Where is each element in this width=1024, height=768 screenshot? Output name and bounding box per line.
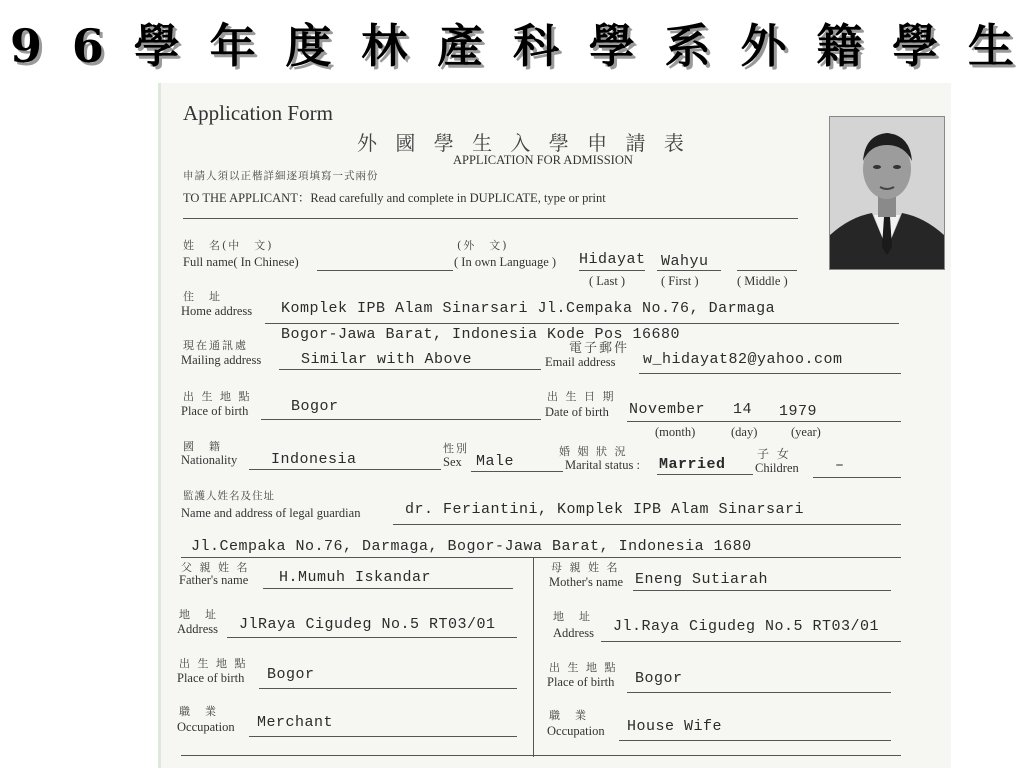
father-birth-label-en: Place of birth [177, 671, 245, 685]
year-label: (year) [791, 425, 821, 439]
slide-title [0, 14, 1024, 78]
mother-birth-rule [627, 692, 891, 693]
home-address-line2: Bogor-Jawa Barat, Indonesia Kode Pos 16680 [281, 326, 681, 343]
birthplace-rule [261, 419, 541, 420]
title-char: 生 [968, 19, 1014, 73]
first-label: ( First ) [661, 274, 699, 288]
home-label-cn: 住 址 [183, 290, 222, 303]
guardian-line2: Jl.Cempaka No.76, Darmaga, Bogor-Jawa Barat, Indonesia 1680 [191, 538, 752, 555]
birthdate-rule [627, 421, 901, 422]
own-language-label-cn: (外 文) [457, 239, 509, 252]
parents-divider [533, 557, 534, 757]
birthdate-label-cn: 出 生 日 期 [547, 390, 616, 403]
email-label-cn: 電子郵件 [569, 341, 630, 356]
father-occupation-label-cn: 職 業 [179, 705, 218, 718]
guardian-rule2 [181, 557, 901, 558]
sex-value: Male [476, 453, 515, 470]
email-value: w_hidayat82@yahoo.com [643, 351, 843, 368]
guardian-line1: dr. Feriantini, Komplek IPB Alam Sinarsari [405, 501, 805, 518]
title-char: 9 [10, 19, 43, 73]
nationality-label-cn: 國 籍 [183, 440, 222, 453]
nationality-value: Indonesia [271, 451, 357, 468]
mailing-label-cn: 現在通訊處 [183, 339, 248, 352]
home-address-rule [265, 323, 899, 324]
marital-label-en: Marital status : [565, 458, 640, 472]
title-char: 系 [664, 19, 711, 73]
mother-name-rule [633, 590, 891, 591]
form-subtitle: APPLICATION FOR ADMISSION [453, 153, 633, 167]
mother-birth-value: Bogor [635, 670, 683, 687]
title-char: 產 [437, 19, 484, 73]
sex-label-en: Sex [443, 455, 462, 469]
marital-rule [657, 474, 753, 475]
middle-name-line [737, 270, 797, 271]
mother-address-label-cn: 地 址 [553, 610, 592, 623]
birth-year-value: 1979 [779, 403, 818, 420]
father-name-rule [263, 588, 513, 589]
title-char: 度 [285, 19, 332, 73]
mother-name-label-cn: 母 親 姓 名 [551, 561, 620, 574]
sex-label-cn: 性別 [443, 442, 469, 455]
marital-label-cn: 婚 姻 狀 況 [559, 445, 628, 458]
title-char: 科 [512, 19, 559, 73]
middle-label: ( Middle ) [737, 274, 788, 288]
mother-birth-label-en: Place of birth [547, 675, 615, 689]
birth-month-value: November [629, 401, 706, 418]
sex-rule [471, 471, 563, 472]
title-char: 6 [71, 19, 104, 73]
form-bottom-rule [181, 755, 901, 756]
mailing-label-en: Mailing address [181, 353, 262, 367]
father-address-value: JlRaya Cigudeg No.5 RT03/01 [239, 616, 496, 633]
application-form-scan [158, 83, 951, 768]
guardian-label-cn: 監護人姓名及住址 [183, 490, 275, 502]
father-address-rule [227, 637, 517, 638]
last-name-line [579, 270, 645, 271]
email-label-en: Email address [545, 355, 616, 369]
form-title-en: Application Form [183, 101, 333, 125]
mother-occupation-label-cn: 職 業 [549, 709, 588, 722]
title-char: 學 [892, 19, 939, 73]
children-label-en: Children [755, 461, 799, 475]
father-address-label-en: Address [177, 622, 218, 636]
birth-day-value: 14 [733, 401, 753, 418]
instructions-cn: 申請人須以正楷詳細逐項填寫一式兩份 [183, 170, 379, 182]
title-char: 學 [133, 19, 180, 73]
father-occupation-value: Merchant [257, 714, 334, 731]
day-label: (day) [731, 425, 758, 439]
home-address-line1: Komplek IPB Alam Sinarsari Jl.Cempaka No.76, Darmaga [281, 300, 776, 317]
name-label-en: Full name( In Chinese) [183, 255, 299, 269]
father-name-value: H.Mumuh Iskandar [279, 569, 432, 586]
birthdate-label-en: Date of birth [545, 405, 609, 419]
birthplace-label-en: Place of birth [181, 404, 249, 418]
children-value: – [835, 457, 845, 474]
first-name-line [657, 270, 721, 271]
marital-value: Married [659, 456, 726, 473]
father-address-label-cn: 地 址 [179, 608, 218, 621]
father-birth-rule [259, 688, 517, 689]
father-name-label-en: Father's name [179, 573, 249, 587]
father-birth-label-cn: 出 生 地 點 [179, 657, 248, 670]
name-label-cn: 姓 名(中 文) [183, 239, 274, 252]
month-label: (month) [655, 425, 696, 439]
chinese-name-line [317, 270, 453, 271]
title-char: 籍 [816, 19, 863, 73]
mother-occupation-value: House Wife [627, 718, 723, 735]
children-rule [813, 477, 901, 478]
own-language-label-en: ( In own Language ) [454, 255, 557, 269]
header-rule [183, 218, 798, 219]
last-label: ( Last ) [589, 274, 626, 288]
birthplace-label-cn: 出 生 地 點 [183, 390, 252, 403]
birthplace-value: Bogor [291, 398, 339, 415]
instructions-en: TO THE APPLICANT：Read carefully and complete in DUPLICATE, type or print [183, 191, 606, 205]
title-char: 外 [740, 19, 787, 73]
mother-occupation-rule [619, 740, 891, 741]
first-name-value: Wahyu [661, 253, 709, 270]
father-occupation-label-en: Occupation [177, 720, 235, 734]
title-char: 學 [588, 19, 635, 73]
guardian-rule1 [393, 524, 901, 525]
last-name-value: Hidayat [579, 251, 646, 268]
father-name-label-cn: 父 親 姓 名 [181, 561, 250, 574]
mother-birth-label-cn: 出 生 地 點 [549, 661, 618, 674]
father-occupation-rule [249, 736, 517, 737]
title-char: 林 [361, 19, 408, 73]
mother-address-label-en: Address [553, 626, 594, 640]
mailing-address-rule [279, 369, 541, 370]
mother-name-label-en: Mother's name [549, 575, 624, 589]
mother-address-value: Jl.Raya Cigudeg No.5 RT03/01 [613, 618, 880, 635]
mother-occupation-label-en: Occupation [547, 724, 605, 738]
title-char: 年 [209, 19, 256, 73]
applicant-photo [829, 116, 945, 270]
mother-address-rule [601, 641, 901, 642]
nationality-rule [249, 469, 441, 470]
nationality-label-en: Nationality [181, 453, 238, 467]
home-label-en: Home address [181, 304, 253, 318]
guardian-label-en: Name and address of legal guardian [181, 506, 361, 520]
mailing-address-value: Similar with Above [301, 351, 473, 368]
mother-name-value: Eneng Sutiarah [635, 571, 769, 588]
email-rule [639, 373, 901, 374]
form-title-cn: 外 國 學 生 入 學 申 請 表 [357, 131, 690, 155]
father-birth-value: Bogor [267, 666, 315, 683]
children-label-cn: 子 女 [757, 447, 791, 461]
